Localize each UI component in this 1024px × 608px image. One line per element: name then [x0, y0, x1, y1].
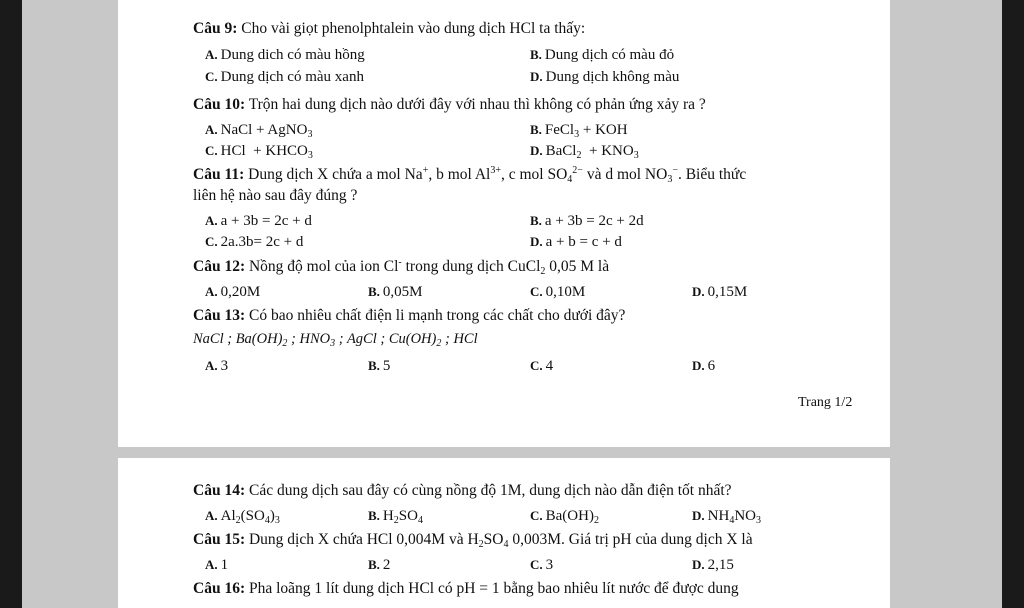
- q13-option-a: A. 3: [205, 358, 229, 374]
- q13-option-d: D. 6: [692, 358, 716, 374]
- q11-option-d: D. a + b = c + d: [530, 234, 622, 250]
- q14-option-b: B. $H_2SO_4$: [368, 508, 423, 526]
- page-separator: [118, 447, 890, 458]
- q10-option-d: D. BaCl$_2$ + $KNO_3$: [530, 143, 639, 161]
- q9-option-b: B. Dung dịch có màu đỏ: [530, 47, 675, 63]
- q15-option-c: C. 3: [530, 557, 554, 573]
- question-15: Câu 15: Dung dịch X chứa HCl 0,004M và $H_2SO_4$ 0,003M. Giá trị pH của dung dịch X là: [193, 531, 753, 550]
- q11-option-b: B. a + 3b = 2c + 2d: [530, 213, 644, 229]
- right-gutter: [890, 0, 1002, 608]
- q11-option-a: A. a + 3b = 2c + d: [205, 213, 312, 229]
- q15-option-a: A. 1: [205, 557, 229, 573]
- q10-option-c: C. HCl + $KHCO_3$: [205, 143, 313, 161]
- q13-option-c: C. 4: [530, 358, 554, 374]
- question-9: Câu 9: Cho vài giọt phenolphtalein vào dung dịch HCl ta thấy:: [193, 20, 586, 37]
- question-14: Câu 14: Các dung dịch sau đây có cùng nồng độ 1M, dung dịch nào dẫn điện tốt nhất?: [193, 482, 732, 499]
- q12-option-d: D. 0,15M: [692, 284, 748, 300]
- q15-option-b: B. 2: [368, 557, 391, 573]
- question-16: Câu 16: Pha loãng 1 lít dung dịch HCl có pH = 1 bằng bao nhiêu lít nước để được dung: [193, 580, 739, 597]
- q14-option-a: A. $Al_2(SO_4)_3$: [205, 508, 280, 526]
- q10-option-a: A. NaCl + AgNO$_3$: [205, 122, 313, 140]
- q15-option-d: D. 2,15: [692, 557, 734, 573]
- question-13: Câu 13: Có bao nhiêu chất điện li mạnh trong các chất cho dưới đây?: [193, 307, 626, 324]
- q9-option-a: A. Dung dich có màu hồng: [205, 47, 365, 63]
- q12-option-c: C. 0,10M: [530, 284, 586, 300]
- q9-option-d: D. Dung dịch không màu: [530, 69, 680, 85]
- question-10: Câu 10: Trộn hai dung dịch nào dưới đây với nhau thì không có phản ứng xảy ra ?: [193, 96, 706, 113]
- q12-option-a: A. 0,20M: [205, 284, 261, 300]
- question-12: Câu 12: Nồng độ mol của ion Cl- trong dung dịch CuCl$_2$ 0,05 M là: [193, 257, 610, 277]
- q9-option-c: C. Dung dịch có màu xanh: [205, 69, 364, 85]
- q14-option-c: C. $Ba(OH)_2$: [530, 508, 599, 526]
- question-11-line-2: liên hệ nào sau đây đúng ?: [193, 187, 358, 204]
- left-frame: [0, 0, 22, 608]
- page-number: Trang 1/2: [798, 395, 853, 410]
- left-gutter: [22, 0, 118, 608]
- q11-option-c: C. 2a.3b= 2c + d: [205, 234, 304, 250]
- question-11: Câu 11: Dung dịch X chứa a mol Na+, b mol $Al^{3+}$, c mol $SO_4^{2-}$ và d mol $NO_3^-$. Biểu thức: [193, 165, 747, 185]
- q10-option-b: B. FeCl$_3$ + KOH: [530, 122, 628, 140]
- right-frame: [1002, 0, 1024, 608]
- q13-substance-list: NaCl ; $Ba(OH)_2$ ; $HNO_3$ ; AgCl ; $Cu(OH)_2$ ; HCl: [193, 331, 478, 349]
- q13-option-b: B. 5: [368, 358, 391, 374]
- q14-option-d: D. $NH_4NO_3$: [692, 508, 761, 526]
- q12-option-b: B. 0,05M: [368, 284, 423, 300]
